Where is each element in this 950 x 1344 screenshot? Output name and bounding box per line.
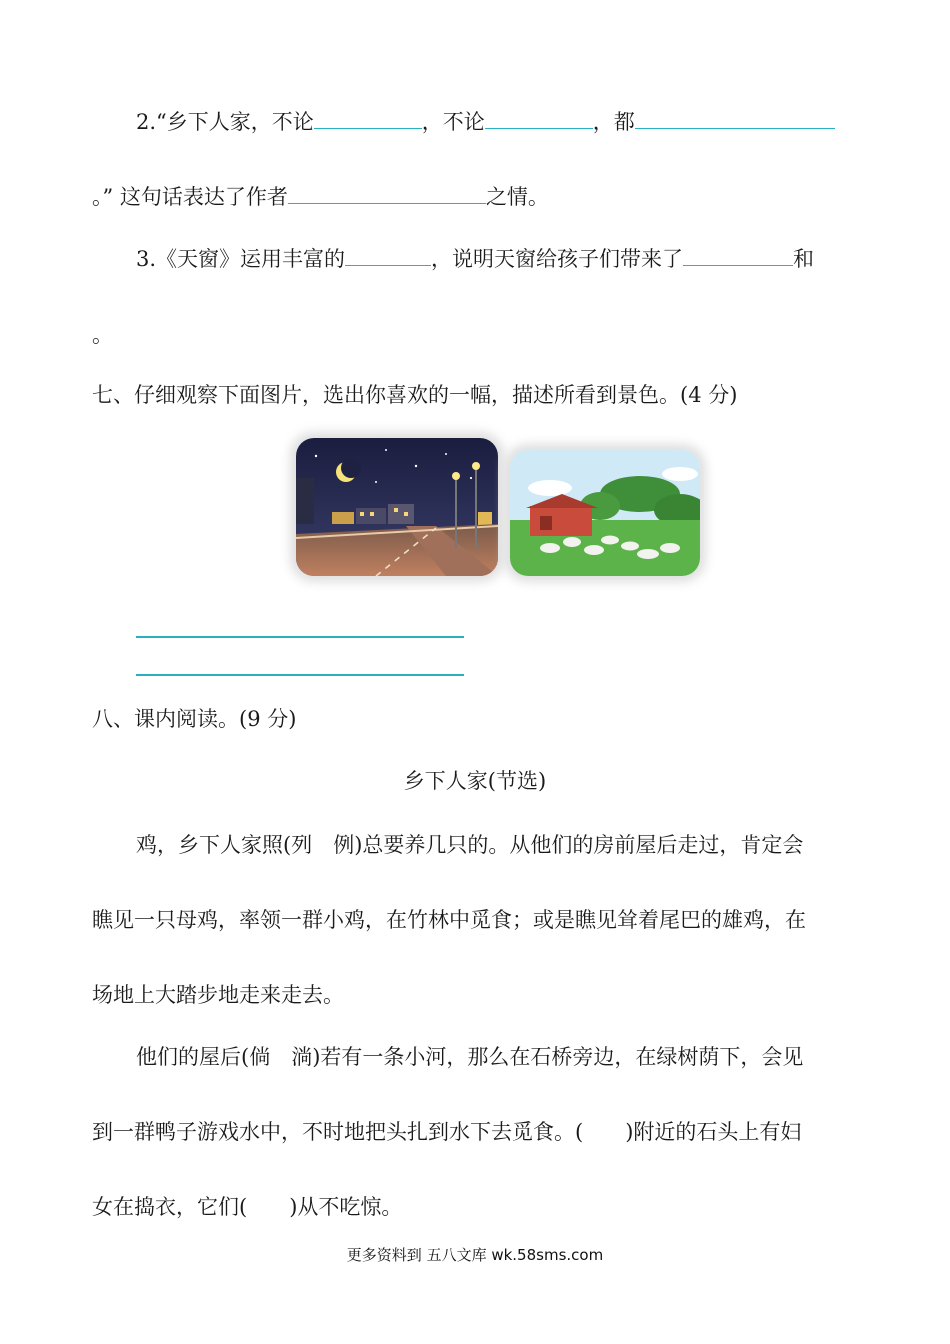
q3-line1: 3.《天窗》运用丰富的 ，说明天窗给孩子们带来了 和 [136, 243, 814, 274]
countryside-sheep-image [510, 450, 700, 576]
countryside-sheep-picture[interactable] [510, 450, 700, 576]
q2-line1: 2.“乡下人家，不论 ，不论 ，都 [136, 106, 835, 137]
paragraph-2-line-2: 到一群鸭子游戏水中，不时地把头扎到水下去觅食。( )附近的石头上有妇 [92, 1120, 802, 1144]
q3-line2: 。 [92, 323, 113, 347]
answer-line[interactable] [136, 636, 464, 638]
section-8-heading: 八、课内阅读。(9 分) [92, 707, 297, 731]
paragraph-2-line-1: 他们的屋后(倘 淌)若有一条小河，那么在石桥旁边，在绿树荫下，会见 [136, 1045, 804, 1069]
answer-blank[interactable] [314, 106, 422, 129]
reading-title: 乡下人家(节选) [403, 769, 547, 793]
answer-blank[interactable] [683, 243, 793, 266]
paragraph-2-line-3: 女在捣衣，它们( )从不吃惊。 [92, 1195, 403, 1219]
answer-blank[interactable] [288, 181, 486, 204]
answer-blank[interactable] [485, 106, 593, 129]
answer-blank[interactable] [345, 243, 431, 266]
paragraph-1-line-2: 瞧见一只母鸡，率领一群小鸡，在竹林中觅食；或是瞧见耸着尾巴的雄鸡，在 [92, 908, 806, 932]
section-7-heading: 七、仔细观察下面图片，选出你喜欢的一幅，描述所看到景色。(4 分) [92, 383, 738, 407]
night-road-picture[interactable] [296, 438, 498, 576]
answer-blank[interactable] [635, 106, 835, 129]
answer-line[interactable] [136, 674, 464, 676]
night-road-image [296, 438, 498, 576]
paragraph-1-line-1: 鸡，乡下人家照(列 例)总要养几只的。从他们的房前屋后走过，肯定会 [136, 833, 804, 857]
footer-text: 更多资料到 五八文库 wk.58sms.com [346, 1246, 604, 1264]
paragraph-1-line-3: 场地上大踏步地走来走去。 [92, 983, 344, 1007]
q2-line2: 。” 这句话表达了作者 之情。 [92, 181, 549, 212]
